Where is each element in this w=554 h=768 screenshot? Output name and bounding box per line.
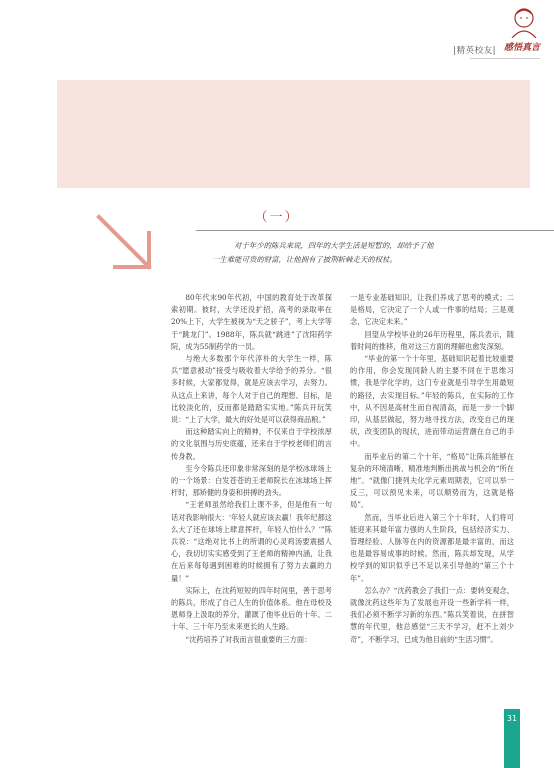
paragraph: 80年代末90年代初，中国的教育处于改革探索初期。彼时，大学还没扩招，高考的录取率在20%上下，大学生被视为“天之骄子”，考上大学等于“跳龙门”。1988年，陈兵就“跳进”了沈阳药学院，成为55制药学的一员。 xyxy=(171,293,332,351)
paragraph: 回望从学校毕业的26年历程里，陈兵表示，随着时间的推移，他对这三方面的理解也愈发深刻。 xyxy=(350,329,514,351)
lead-paragraph xyxy=(212,239,528,267)
paragraph: 而这种踏实向上的精神，不仅来自于学校浓厚的文化氛围与历史底蕴，还来自于学校老师们的言传身教。 xyxy=(171,427,332,461)
paragraph: 与绝大多数那个年代淳朴的大学生一样，陈兵“愿意被动”接受与吸收着大学给予的养分。“很多时候，大家都觉得，就是应该去学习，去努力。从这点上来讲，每个人对于自己的理想、目标，是比较淡化的，反而都是踏踏实实地。”陈兵开玩笑说：“上了大学，最大的好处是可以获得商品粮。” xyxy=(171,354,332,425)
paragraph: 而毕业后的第二个十年，“格局”让陈兵能够在复杂的环境清晰、精准地判断出挑战与机会的“所在地”。“就像门捷列夫化学元素周期表，它可以举一反三，可以预见未来，可以顺势而为，这就是格局”。 xyxy=(350,451,514,510)
paragraph: 实际上，在沈药短短的四年时间里，善于思考的陈兵，形成了自己人生的价值体系。他在母校及恩师身上汲取的养分，灌溉了他毕业后的十年、二十年、三十年乃至未来更长的人生路。 xyxy=(171,585,332,632)
lead-line: 一生难能可贵的财富，让他拥有了披荆斩棘走天的权杖。 xyxy=(212,255,397,264)
body-column-left xyxy=(171,292,332,646)
paragraph: 至今令陈兵还印象非常深刻的是学校冰球场上的一个场景：白发苍苍的王老师院长在冰球场上挥杆时，那矫健的身姿和拼搏的劲头。 xyxy=(171,463,332,498)
page-tab-bar xyxy=(504,729,520,768)
page-number: 31 xyxy=(504,709,520,729)
paragraph: “毕业的第一个十年里，基础知识起着比较重要的作用，你会发现同龄人的主要不同在于思维习惯，我是学化学的，这门专业就是引导学生用最短的路径，去实现目标。”年轻的陈兵，在实际的工作中，从不因是高材生而自视清高，而是一步一个脚印，从基层做起，努力地寻找方法，改变自己的现状，改变团队的现状，进而带动运营潮在自己的手中。 xyxy=(350,354,514,449)
lead-line: 对于年少的陈兵来说，四年的大学生活是短暂的，却给予了他 xyxy=(234,241,434,250)
paragraph: 然而，当毕业后进入第三个十年时，人们将可能迎来其最年富力强的人生阶段，包括经济实力、管理经验、人脉等在内的资源都是最丰富的，而这也是最容易成事的时候。然而，陈兵却发现，从学校学到的知识似乎已不足以来引导他的“第三个十年”。 xyxy=(350,512,514,583)
paragraph: “王老师虽然给我们上课不多，但是他有一句话对我影响很大：‘年轻人就应该去赢！我年纪都这么大了还在球场上肆意挥杆，年轻人怕什么？’”陈兵说：“这绝对比书上的所谓的心灵鸡汤要震撼人心，我切切实实感受到了王老师的精神内涵，让我在后来每每遇到困难的时候拥有了努力去赢的力量！” xyxy=(171,500,332,583)
paragraph: 怎么办？“沈药教会了我们一点：要转变观念，就像沈药这些年为了发展也开设一些新学科一样，我们必须不断学习新的东西。”陈兵笑着说，在拼智慧的年代里，他总感觉“三天不学习，赶不上刘少奇”，不断学习，已成为他目前的“生活习惯”。 xyxy=(350,585,514,644)
chapter-divider xyxy=(196,230,554,231)
paragraph: 一是专业基础知识，让我们养成了思考的模式；二是格局，它决定了一个人或一件事的结局；三是观念，它决定未来。” xyxy=(350,293,514,327)
section-label: |精英校友| xyxy=(453,46,496,56)
portrait-sketch-icon xyxy=(504,4,542,38)
chapter-heading: （一） xyxy=(254,210,300,225)
column-title: 感悟真言 xyxy=(503,43,540,53)
body-column-right xyxy=(350,292,514,646)
paragraph: “沈药培养了对我而言很重要的三方面： xyxy=(185,634,312,644)
decorative-band xyxy=(57,80,530,188)
header-divider xyxy=(470,58,540,59)
